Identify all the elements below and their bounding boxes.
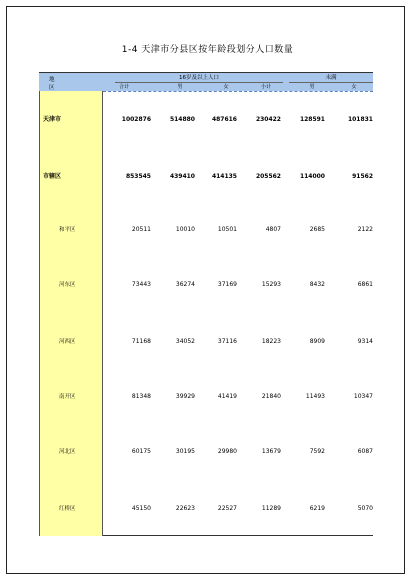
cell-value: 128591 bbox=[299, 116, 325, 123]
cell-value: 205562 bbox=[255, 173, 281, 180]
header-group-minor: 未满 bbox=[289, 74, 373, 83]
cell-value: 29980 bbox=[217, 448, 237, 455]
cell-value: 8909 bbox=[309, 338, 325, 345]
region-name: 河东区 bbox=[59, 282, 76, 288]
table-header bbox=[39, 72, 373, 91]
table-row bbox=[39, 115, 373, 125]
cell-value: 39929 bbox=[175, 393, 195, 400]
cell-value: 20511 bbox=[131, 226, 151, 233]
header-sub-total: 合计 bbox=[118, 84, 129, 90]
header-group-adult: 16岁及以上人口 bbox=[115, 74, 283, 83]
region-column bbox=[39, 72, 103, 536]
table-row bbox=[39, 504, 373, 514]
header-sub-male-minor: 男 bbox=[309, 84, 315, 90]
cell-value: 21840 bbox=[261, 393, 281, 400]
cell-value: 34052 bbox=[175, 338, 195, 345]
header-divider bbox=[103, 91, 373, 92]
region-name: 河北区 bbox=[59, 449, 76, 455]
data-table bbox=[39, 72, 373, 536]
cell-value: 9314 bbox=[357, 338, 373, 345]
cell-value: 487616 bbox=[211, 116, 237, 123]
cell-value: 11289 bbox=[261, 505, 281, 512]
cell-value: 101831 bbox=[347, 116, 373, 123]
cell-value: 36274 bbox=[175, 281, 195, 288]
header-region-label: 地 区 bbox=[49, 76, 69, 91]
cell-value: 10347 bbox=[353, 393, 373, 400]
cell-value: 114000 bbox=[299, 173, 325, 180]
cell-value: 22527 bbox=[217, 505, 237, 512]
cell-value: 230422 bbox=[255, 116, 281, 123]
cell-value: 6219 bbox=[309, 505, 325, 512]
cell-value: 91562 bbox=[352, 173, 373, 180]
cell-value: 41419 bbox=[217, 393, 237, 400]
region-name: 南开区 bbox=[59, 394, 76, 400]
table-row bbox=[39, 392, 373, 402]
cell-value: 8432 bbox=[309, 281, 325, 288]
cell-value: 81348 bbox=[131, 393, 151, 400]
region-name: 和平区 bbox=[59, 227, 76, 233]
cell-value: 10010 bbox=[175, 226, 195, 233]
table-bottom-rule bbox=[103, 535, 373, 536]
table-row bbox=[39, 447, 373, 457]
cell-value: 514880 bbox=[169, 116, 195, 123]
cell-value: 18223 bbox=[261, 338, 281, 345]
cell-value: 4807 bbox=[265, 226, 281, 233]
header-sub-female: 女 bbox=[223, 84, 229, 90]
table-row bbox=[39, 172, 373, 182]
cell-value: 2122 bbox=[357, 226, 373, 233]
table-title: 1-4 天津市分县区按年龄段划分人口数量 bbox=[121, 45, 294, 55]
cell-value: 853545 bbox=[125, 173, 151, 180]
cell-value: 7592 bbox=[309, 448, 325, 455]
cell-value: 22623 bbox=[175, 505, 195, 512]
cell-value: 60175 bbox=[131, 448, 151, 455]
cell-value: 15293 bbox=[261, 281, 281, 288]
cell-value: 37169 bbox=[217, 281, 237, 288]
cell-value: 6087 bbox=[357, 448, 373, 455]
table-row bbox=[39, 280, 373, 290]
cell-value: 37116 bbox=[217, 338, 237, 345]
cell-value: 10501 bbox=[217, 226, 237, 233]
cell-value: 73443 bbox=[131, 281, 151, 288]
cell-value: 5070 bbox=[357, 505, 373, 512]
cell-value: 71168 bbox=[131, 338, 151, 345]
cell-value: 6861 bbox=[357, 281, 373, 288]
header-sub-male: 男 bbox=[177, 84, 183, 90]
table-row bbox=[39, 337, 373, 347]
region-name: 天津市 bbox=[43, 116, 62, 123]
cell-value: 13679 bbox=[261, 448, 281, 455]
cell-value: 11493 bbox=[305, 393, 325, 400]
cell-value: 414135 bbox=[211, 173, 237, 180]
header-sub-female-minor: 女 bbox=[351, 84, 357, 90]
region-name: 红桥区 bbox=[59, 506, 76, 512]
region-name: 河西区 bbox=[59, 339, 76, 345]
region-name: 市辖区 bbox=[43, 173, 62, 180]
cell-value: 2685 bbox=[309, 226, 325, 233]
cell-value: 45150 bbox=[131, 505, 151, 512]
table-row bbox=[39, 225, 373, 235]
cell-value: 1002876 bbox=[121, 116, 151, 123]
cell-value: 30195 bbox=[175, 448, 195, 455]
header-sub-subtotal: 小计 bbox=[260, 84, 271, 90]
cell-value: 439410 bbox=[169, 173, 195, 180]
